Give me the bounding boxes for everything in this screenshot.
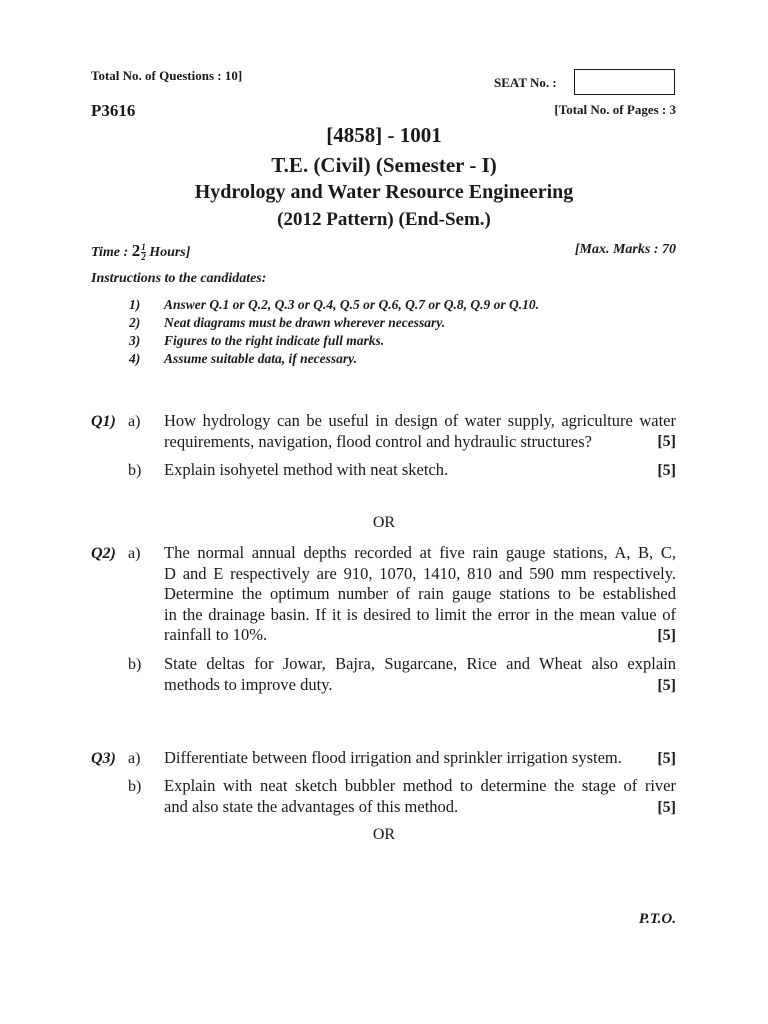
time-label: Time : — [91, 245, 129, 260]
text-line: and also state the advantages of this method. — [164, 796, 459, 816]
text-line: rainfall to 10%. — [164, 625, 268, 644]
instruction-number: 1) — [129, 297, 141, 312]
marks: [5] — [657, 677, 676, 694]
max-marks: [Max. Marks : 70 — [574, 242, 676, 257]
instruction-text: Answer Q.1 or Q.2, Q.3 or Q.4, Q.5 or Q.6, Q.7 or Q.8, Q.9 or Q.10. — [164, 297, 540, 312]
text-line: How hydrology can be useful in design of water supply, agriculture water — [164, 411, 676, 430]
text-line: methods to improve duty. — [164, 674, 333, 694]
course-title: T.E. (Civil) (Semester - I) — [271, 153, 497, 177]
pattern-title: (2012 Pattern) (End-Sem.) — [277, 209, 491, 230]
instruction-number: 2) — [129, 315, 141, 330]
subject-title: Hydrology and Water Resource Engineering — [194, 181, 574, 203]
instruction-number: 4) — [129, 351, 141, 366]
text-line: Determine the optimum number of rain gauge stations to be established — [164, 584, 676, 603]
subquestion-label: a) — [128, 750, 141, 767]
instruction-text: Figures to the right indicate full marks. — [164, 333, 385, 348]
text-line: State deltas for Jowar, Bajra, Sugarcane, Rice and Wheat also explain — [164, 654, 676, 673]
question-text — [164, 748, 654, 769]
time-whole: 2 — [131, 241, 141, 260]
marks: [5] — [657, 799, 676, 816]
exam-code: [4858] - 1001 — [326, 123, 442, 147]
text-line: Differentiate between flood irrigation and sprinkler irrigation system. — [164, 748, 622, 767]
marks: [5] — [657, 750, 676, 767]
time-allowed — [91, 241, 190, 262]
instructions-heading: Instructions to the candidates: — [91, 271, 267, 286]
text-line: Explain with neat sketch bubbler method to determine the stage of river — [164, 776, 676, 795]
subquestion-label: a) — [128, 545, 141, 562]
marks: [5] — [657, 627, 676, 644]
question-label: Q3) — [91, 750, 116, 767]
text-line: requirements, navigation, flood control and hydraulic structures? — [164, 431, 592, 451]
subquestion-label: b) — [128, 778, 142, 795]
text-line: The normal annual depths recorded at five rain gauge stations, A, B, C, — [164, 543, 676, 562]
time-fraction — [141, 243, 146, 262]
subquestion-label: b) — [128, 462, 142, 479]
subquestion-label: a) — [128, 413, 141, 430]
question-text — [164, 654, 676, 695]
text-line: in the drainage basin. If it is desired to limit the error in the mean value of — [164, 604, 676, 624]
subquestion-label: b) — [128, 656, 142, 673]
question-label: Q2) — [91, 545, 116, 562]
paper-code: P3616 — [91, 101, 136, 120]
question-text — [164, 460, 676, 481]
time-fraction-num: 1 — [141, 242, 146, 253]
marks: [5] — [657, 433, 676, 450]
time-fraction-den: 2 — [141, 252, 146, 263]
instruction-text: Assume suitable data, if necessary. — [164, 351, 358, 366]
seat-number-box[interactable] — [574, 69, 675, 95]
total-pages: [Total No. of Pages : 3 — [554, 102, 676, 117]
question-text — [164, 411, 676, 452]
or-separator: OR — [372, 826, 396, 843]
question-text — [164, 776, 676, 817]
please-turn-over: P.T.O. — [638, 911, 676, 927]
text-line: D and E respectively are 910, 1070, 1410, 810 and 590 mm respectively. — [164, 563, 676, 583]
instruction-text: Neat diagrams must be drawn wherever necessary. — [164, 315, 446, 330]
instruction-number: 3) — [129, 333, 141, 348]
or-separator: OR — [372, 514, 396, 531]
time-unit: Hours] — [149, 245, 191, 260]
marks: [5] — [657, 462, 676, 479]
text-line: Explain isohyetel method with neat sketch. — [164, 460, 449, 479]
total-questions: Total No. of Questions : 10] — [91, 68, 243, 83]
seat-label: SEAT No. : — [494, 75, 557, 90]
question-label: Q1) — [91, 413, 116, 430]
question-text — [164, 543, 676, 646]
